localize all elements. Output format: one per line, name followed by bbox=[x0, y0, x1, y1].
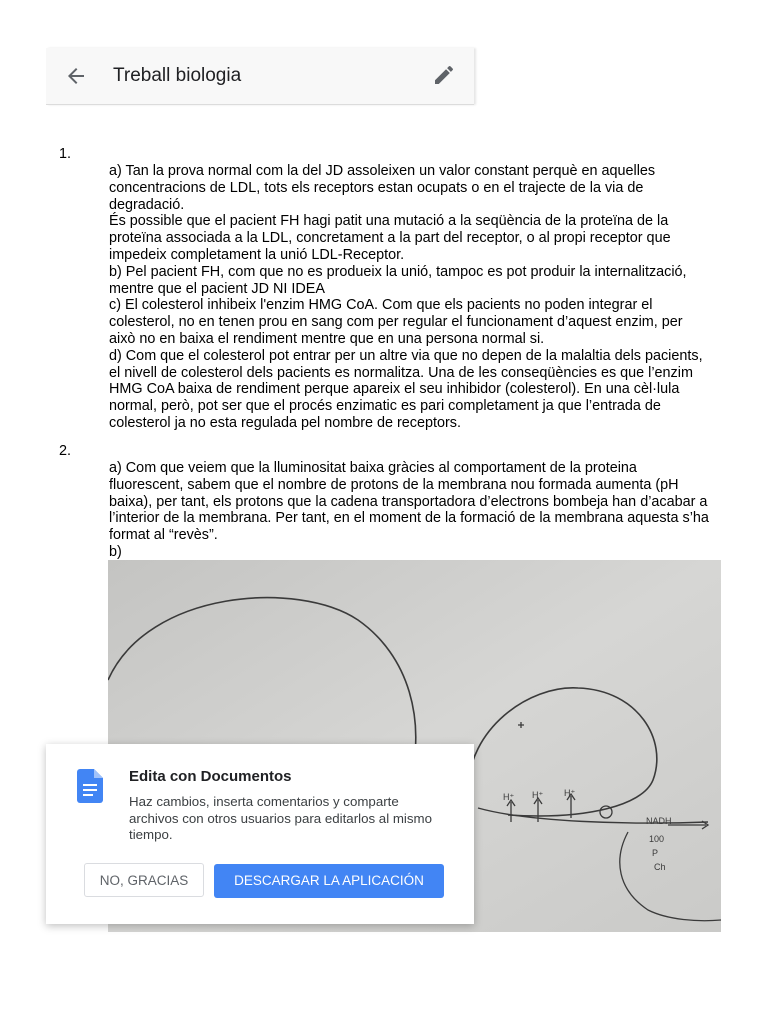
decline-button[interactable]: NO, GRACIAS bbox=[84, 863, 204, 897]
answer-1b: b) Pel pacient FH, com que no es produeix la unió, tampoc es pot produir la internalització, mentre que el pacient JD NI IDEA bbox=[109, 263, 687, 297]
answer-block-1 bbox=[109, 163, 709, 432]
photo-label-line4: Ch bbox=[654, 862, 666, 872]
dialog-body: Haz cambios, inserta comentarios y comparte archivos con otros usuarios para editarlos al mismo tiempo. bbox=[129, 794, 433, 843]
install-app-dialog bbox=[46, 744, 474, 924]
photo-label-line2: 100 bbox=[649, 834, 665, 844]
list-number-2: 2. bbox=[59, 443, 72, 459]
arrow-back-icon bbox=[64, 64, 88, 88]
photo-label-nadh: NADH bbox=[646, 816, 672, 826]
app-bar bbox=[46, 48, 474, 105]
download-app-button[interactable]: DESCARGAR LA APLICACIÓN bbox=[214, 864, 444, 898]
edit-button[interactable] bbox=[432, 63, 456, 87]
answer-block-2 bbox=[109, 460, 709, 561]
answer-1d: d) Com que el colesterol pot entrar per un altre via que no depen de la malaltia dels pacients, el nivell de colesterol dels pacients es normalitza. Una de les conseqüències es que l’enzim HMG CoA baixa de rendiment perque apareix el seu inhibidor (colesterol). En una cèl·lula normal, però, pot ser que el procés enzimatic es pari completament ja que l’entrada de colesterol ja no esta regulada pel nombre de receptors. bbox=[109, 347, 703, 431]
photo-label-line3: P bbox=[652, 848, 659, 858]
list-number-1: 1. bbox=[59, 146, 72, 162]
answer-1a: a) Tan la prova normal com la del JD assoleixen un valor constant perquè en aquelles concentracions de LDL, tots els receptors estan ocupats o en el trajecte de la via de degradació. bbox=[109, 163, 656, 213]
answer-1a-continued: És possible que el pacient FH hagi patit una mutació a la seqüència de la proteïna de la proteïna associada a la LDL, concretament a la part del receptor, o al propi receptor que impedeix completament la unió LDL-Receptor. bbox=[109, 213, 671, 263]
back-button[interactable] bbox=[64, 64, 88, 88]
answer-2a: a) Com que veiem que la lluminositat baixa gràcies al comportament de la proteina fluorescent, sabem que el nombre de protons de la membrana nou formada aumenta (pH baixa), per tant, els protons que la cadena transportadora d’electrons bombeja han d’acabar a l’interior de la membrana. Per tant, en el moment de la formació de la membrana aquesta s’ha format al “revès”. bbox=[109, 460, 709, 544]
photo-label-h1: H⁺ bbox=[503, 792, 515, 802]
answer-1c: c) El colesterol inhibeix l'enzim HMG CoA. Com que els pacients no poden integrar el colesterol, no en tenen prou en sang com per regular el funcionament d’aquest enzim, per això no en baixa el rendiment mentre que en una persona normal si. bbox=[109, 297, 683, 347]
google-docs-icon bbox=[77, 769, 103, 803]
answer-2b: b) bbox=[109, 543, 122, 560]
document-title: Treball biologia bbox=[113, 65, 242, 86]
photo-label-h2: H⁺ bbox=[532, 790, 544, 800]
dialog-title: Edita con Documentos bbox=[129, 768, 292, 785]
pencil-edit-icon bbox=[432, 63, 456, 87]
photo-label-h3: H⁺ bbox=[564, 788, 576, 798]
